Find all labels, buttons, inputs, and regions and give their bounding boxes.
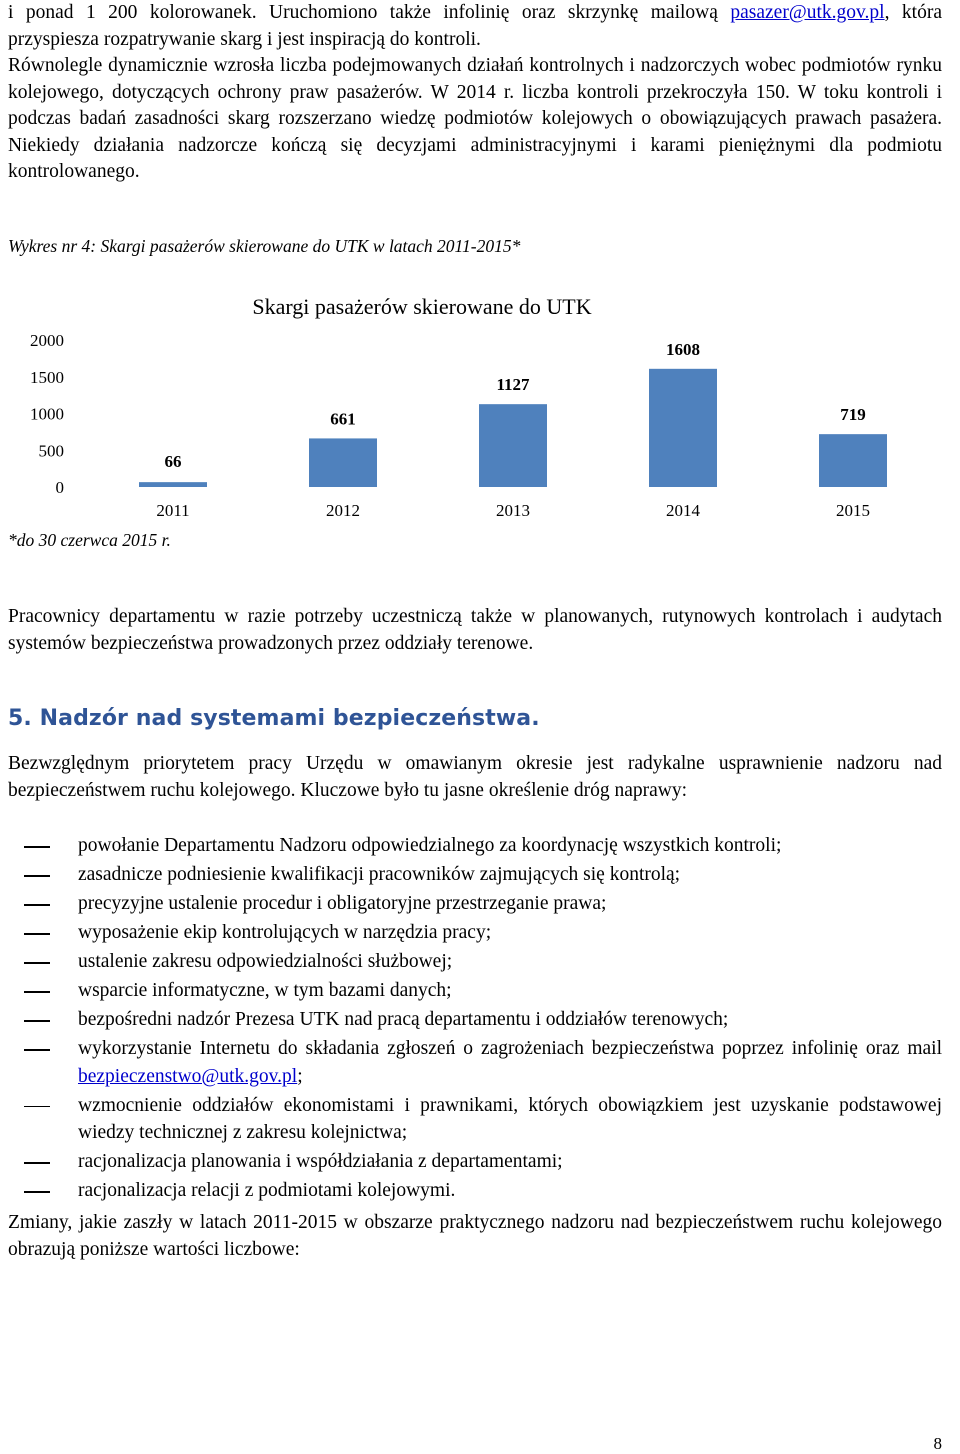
list-item: [8, 1092, 942, 1147]
list-item-suffix: ;: [297, 1065, 303, 1087]
bar-2013: [479, 404, 547, 487]
paragraph-priority: Bezwzględnym priorytetem pracy Urzędu w omawianym okresie jest radykalne usprawnienie nadzoru nad bezpieczeństwem ruchu kolejowego. Kluczowe było tu jasne określenie dróg naprawy:: [8, 753, 942, 801]
data-label: 1608: [666, 339, 700, 359]
intro-text-after-link: , która przyspiesza rozpatrywanie skarg i jest inspiracją do kontroli.: [8, 2, 942, 50]
list-item-text: ustalenie zakresu odpowiedzialności służbowej;: [78, 951, 453, 972]
paragraph-auditors: Pracownicy departamentu w razie potrzeby uczestniczą także w planowanych, rutynowych kontrolach i audytach systemów bezpieczeństwa prowadzonych przez oddziały terenowe.: [8, 606, 942, 654]
list-item: [8, 1177, 942, 1205]
chart-title: Skargi pasażerów skierowane do UTK: [252, 294, 592, 319]
figure-footnote: *do 30 czerwca 2015 r.: [8, 530, 171, 550]
list-item: [8, 890, 942, 918]
y-tick-label: 500: [38, 441, 64, 461]
bar-2015: [819, 434, 887, 487]
bar-2011: [139, 482, 207, 487]
list-item: [8, 977, 942, 1005]
x-axis-ticks: [156, 501, 870, 520]
x-tick-label: 2012: [326, 501, 360, 520]
data-label: 1127: [496, 375, 530, 395]
list-item-text: wyposażenie ekip kontrolujących w narzędzia pracy;: [78, 922, 492, 943]
list-item-text: zasadnicze podniesienie kwalifikacji pracowników zajmujących się kontrolą;: [78, 864, 681, 885]
page-number: 8: [933, 1434, 942, 1453]
section-heading: 5. Nadzór nad systemami bezpieczeństwa.: [8, 706, 540, 731]
list-item-text: wykorzystanie Internetu do składania zgłoszeń o zagrożeniach bezpieczeństwa poprzez infolinię oraz mail: [78, 1038, 942, 1059]
y-tick-label: 1000: [30, 404, 64, 424]
list-item-text: precyzyjne ustalenie procedur i obligatoryjne przestrzeganie prawa;: [78, 893, 607, 914]
bar-2014: [649, 369, 717, 487]
x-tick-label: 2013: [496, 501, 530, 520]
list-item-text: wsparcie informatyczne, w tym bazami danych;: [78, 980, 452, 1001]
y-tick-label: 0: [55, 478, 64, 497]
passenger-email-link[interactable]: pasazer@utk.gov.pl: [730, 2, 885, 23]
intro-text: i ponad 1 200 kolorowanek. Uruchomiono także infolinię oraz skrzynkę mailową: [8, 2, 718, 23]
data-label: 661: [330, 409, 356, 429]
list-item-text: racjonalizacja planowania i współdziałania z departamentami;: [78, 1151, 563, 1172]
x-tick-label: 2011: [156, 501, 190, 520]
safety-email-link[interactable]: bezpieczenstwo@utk.gov.pl: [78, 1065, 298, 1087]
list-item-text: racjonalizacja relacji z podmiotami kolejowymi.: [78, 1180, 456, 1201]
list-item-text: bezpośredni nadzór Prezesa UTK nad pracą departamentu i oddziałów terenowych;: [78, 1009, 729, 1030]
bar-2012: [309, 438, 377, 487]
list-item-text: wzmocnienie oddziałów ekonomistami i prawnikami, których obowiązkiem jest uzyskanie podstawowej wiedzy technicznej z zakresu kolejnictwa;: [78, 1094, 942, 1143]
data-label: 719: [840, 405, 866, 425]
list-item: [8, 1006, 942, 1034]
y-axis-ticks: [30, 331, 64, 497]
list-item: [8, 948, 942, 976]
measures-list: [8, 832, 942, 1206]
list-item: [8, 832, 942, 860]
bar-chart: [8, 276, 948, 562]
figure-caption: Wykres nr 4: Skargi pasażerów skierowane do UTK w latach 2011-2015*: [8, 236, 521, 256]
y-tick-label: 2000: [30, 331, 64, 350]
chart-container: [8, 276, 948, 562]
data-label: 66: [164, 452, 182, 471]
x-tick-label: 2015: [836, 501, 870, 520]
list-item: [8, 861, 942, 889]
paragraph-changes: Zmiany, jakie zaszły w latach 2011-2015 w obszarze praktycznego nadzoru nad bezpieczeństwem ruchu kolejowego obrazują poniższe wartości liczbowe:: [8, 1212, 942, 1260]
x-tick-label: 2014: [666, 501, 700, 520]
list-item-text: powołanie Departamentu Nadzoru odpowiedzialnego za koordynację wszystkich kontroli;: [78, 835, 782, 856]
y-tick-label: 1500: [30, 367, 64, 387]
list-item: [8, 919, 942, 947]
list-item: [8, 1148, 942, 1176]
intro-paragraph-1: [8, 0, 942, 53]
list-item: [8, 1035, 942, 1090]
intro-paragraph-2: Równolegle dynamicznie wzrosła liczba podejmowanych działań kontrolnych i nadzorczych wobec podmiotów rynku kolejowego, dotyczących ochrony praw pasażerów. W 2014 r. liczba kontroli przekroczyła 150. W toku kontroli i podczas badań zasadności skarg rozszerzano wiedzę podmiotów kolejowych o obowiązujących prawach pasażera. Niekiedy działania nadzorcze kończą się decyzjami administracyjnymi i karami pieniężnymi dla podmiotu kontrolowanego.: [8, 55, 942, 182]
